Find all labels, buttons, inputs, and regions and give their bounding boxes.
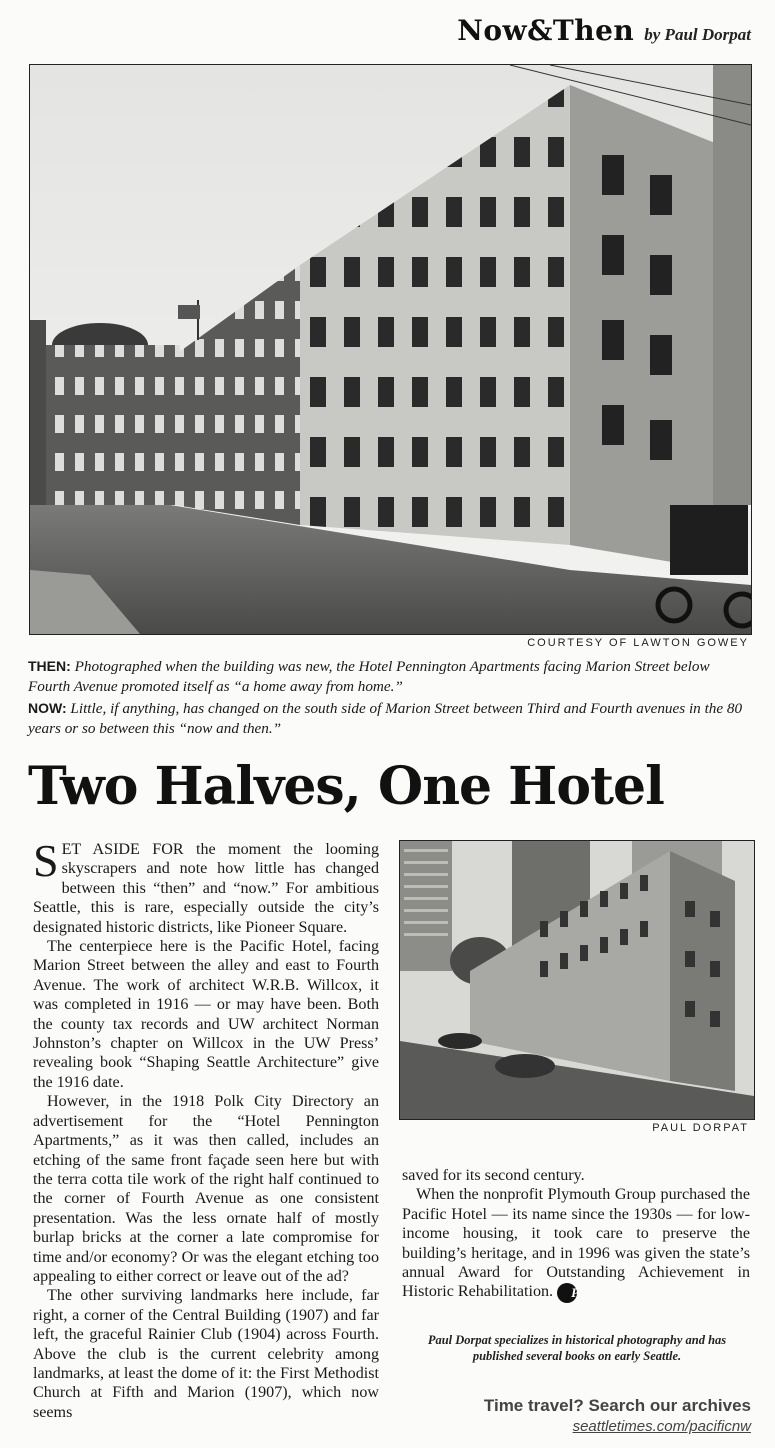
then-photo: [29, 64, 752, 635]
paragraph-4: The other surviving landmarks here include, far right, a corner of the Central Building (1907) and far left, the graceful Rainier Club (1904) across Fourth. Above the club is the current celebrity among landmarks, at least the dome of it: the First Methodist Church at Fifth and Marion (1907), which now seems: [33, 1287, 379, 1421]
promo-title: Time travel? Search our archives: [483, 1396, 751, 1415]
lead-in: ET ASIDE FOR: [61, 841, 184, 858]
then-photo-credit: COURTESY OF LAWTON GOWEY: [527, 637, 749, 649]
then-caption-text: Photographed when the building was new, the Hotel Pennington Apartments facing Marion Street below Fourth Avenue promoted itself as “a home away from home.”: [28, 658, 710, 695]
end-mark-icon: P: [557, 1283, 577, 1303]
archive-promo: [484, 1396, 751, 1435]
paragraph-3: However, in the 1918 Polk City Directory an advertisement for the “Hotel Pennington Apartments,” as it was then called, includes an etching of the same front façade seen here but with the terra cotta tile work of the right half continued to the corner of Fourth Avenue as one consistent presentation. Was the less ornate half of mostly burlap bricks at the corner a late compromise for time and/or economy? Or was the elegant etching too appealing to either correct or leave out of the ad?: [33, 1093, 379, 1285]
author-bio: Paul Dorpat specializes in historical photography and has published several books on early Seattle.: [427, 1333, 727, 1363]
headline: Two Halves, One Hotel: [28, 756, 664, 817]
paragraph-2: The centerpiece here is the Pacific Hotel, facing Marion Street between the alley and east to Fourth Avenue. The work of architect W.R.B. Willcox, it was completed in 1916 — or may have been. Both the county tax records and UW architect Norman Johnston’s chapter on Willcox in the UW Press’ revealing book “Shaping Seattle Architecture” give the 1916 date.: [33, 938, 379, 1091]
now-caption: [28, 698, 748, 739]
then-label: THEN:: [28, 658, 71, 674]
paragraph-1: SET ASIDE FOR the moment the looming skyscrapers and note how little has changed between this “then” and “now.” For ambitious Seattle, this is rare, especially outside the city’s designated historic districts, like Pioneer Square.: [33, 835, 379, 936]
article-column-left: [33, 835, 379, 1422]
masthead: [457, 14, 751, 47]
drop-cap: S: [33, 835, 59, 886]
now-caption-text: Little, if anything, has changed on the south side of Marion Street between Third and Fourth avenues in the 80 years or so between this “now and then.”: [28, 700, 743, 737]
article-column-right: [402, 1166, 750, 1303]
promo-link[interactable]: seattletimes.com/pacificnw: [572, 1418, 751, 1435]
now-photo: [399, 840, 755, 1120]
now-photo-credit: PAUL DORPAT: [652, 1122, 749, 1134]
byline: by Paul Dorpat: [644, 25, 751, 44]
paragraph-4-continued: saved for its second century.: [402, 1167, 585, 1184]
then-caption: [28, 656, 748, 697]
now-label: NOW:: [28, 700, 67, 716]
column-logo: Now&Then: [457, 14, 635, 47]
paragraph-5: When the nonprofit Plymouth Group purchased the Pacific Hotel — its name since the 1930s — for low-income housing, it took care to preserve the building’s heritage, and in 1996 was given the state’s annual Award for Outstanding Achievement in Historic Rehabilitation. P: [402, 1185, 750, 1302]
